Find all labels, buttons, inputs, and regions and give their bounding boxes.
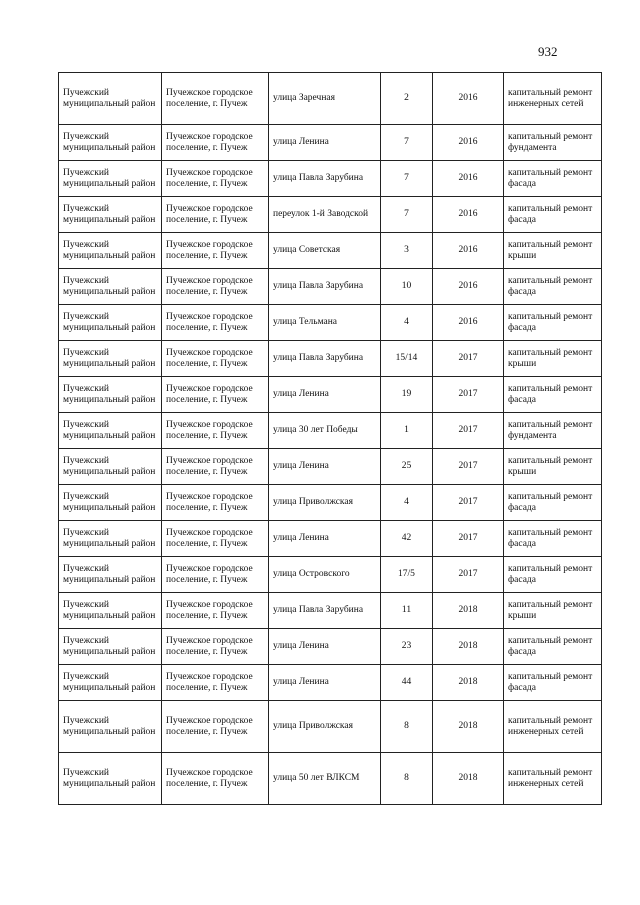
- street-cell: улица Ленина: [269, 377, 381, 413]
- house-number-cell: 7: [381, 197, 433, 233]
- street-cell: улица 30 лет Победы: [269, 413, 381, 449]
- table-row: [59, 341, 602, 377]
- work-type-cell: капитальный ремонт крыши: [504, 341, 602, 377]
- work-type-cell: капитальный ремонт инженерных сетей: [504, 753, 602, 805]
- year-cell: 2018: [433, 665, 504, 701]
- page-number: 932: [538, 44, 558, 59]
- house-number-cell: 3: [381, 233, 433, 269]
- street-cell: улица Заречная: [269, 73, 381, 125]
- work-type-cell: капитальный ремонт инженерных сетей: [504, 701, 602, 753]
- table-row: [59, 233, 602, 269]
- street-cell: улица Приволжская: [269, 485, 381, 521]
- district-cell: Пучежский муниципальный район: [59, 521, 162, 557]
- table-row: [59, 701, 602, 753]
- work-type-cell: капитальный ремонт крыши: [504, 233, 602, 269]
- settlement-cell: Пучежское городское поселение, г. Пучеж: [162, 413, 269, 449]
- street-cell: улица Павла Зарубина: [269, 341, 381, 377]
- work-type-cell: капитальный ремонт фундамента: [504, 413, 602, 449]
- house-number-cell: 42: [381, 521, 433, 557]
- year-cell: 2016: [433, 125, 504, 161]
- table-row: [59, 161, 602, 197]
- table-row: [59, 629, 602, 665]
- year-cell: 2016: [433, 233, 504, 269]
- street-cell: улица Павла Зарубина: [269, 161, 381, 197]
- year-cell: 2016: [433, 269, 504, 305]
- house-number-cell: 17/5: [381, 557, 433, 593]
- street-cell: улица Островского: [269, 557, 381, 593]
- house-number-cell: 44: [381, 665, 433, 701]
- year-cell: 2016: [433, 161, 504, 197]
- settlement-cell: Пучежское городское поселение, г. Пучеж: [162, 377, 269, 413]
- house-number-cell: 10: [381, 269, 433, 305]
- house-number-cell: 4: [381, 485, 433, 521]
- table-row: [59, 305, 602, 341]
- district-cell: Пучежский муниципальный район: [59, 269, 162, 305]
- district-cell: Пучежский муниципальный район: [59, 557, 162, 593]
- work-type-cell: капитальный ремонт фасада: [504, 197, 602, 233]
- settlement-cell: Пучежское городское поселение, г. Пучеж: [162, 197, 269, 233]
- table-row: [59, 125, 602, 161]
- table-row: [59, 557, 602, 593]
- street-cell: улица Павла Зарубина: [269, 269, 381, 305]
- district-cell: Пучежский муниципальный район: [59, 377, 162, 413]
- house-number-cell: 7: [381, 161, 433, 197]
- house-number-cell: 19: [381, 377, 433, 413]
- year-cell: 2017: [433, 377, 504, 413]
- street-cell: улица Ленина: [269, 449, 381, 485]
- house-number-cell: 25: [381, 449, 433, 485]
- street-cell: улица Тельмана: [269, 305, 381, 341]
- table-row: [59, 485, 602, 521]
- table-row: [59, 593, 602, 629]
- house-number-cell: 11: [381, 593, 433, 629]
- settlement-cell: Пучежское городское поселение, г. Пучеж: [162, 753, 269, 805]
- district-cell: Пучежский муниципальный район: [59, 665, 162, 701]
- work-type-cell: капитальный ремонт фасада: [504, 557, 602, 593]
- district-cell: Пучежский муниципальный район: [59, 753, 162, 805]
- settlement-cell: Пучежское городское поселение, г. Пучеж: [162, 341, 269, 377]
- house-number-cell: 4: [381, 305, 433, 341]
- table-body: [59, 73, 602, 805]
- work-type-cell: капитальный ремонт фасада: [504, 485, 602, 521]
- year-cell: 2017: [433, 449, 504, 485]
- table-row: [59, 521, 602, 557]
- settlement-cell: Пучежское городское поселение, г. Пучеж: [162, 521, 269, 557]
- table-row: [59, 449, 602, 485]
- street-cell: улица Ленина: [269, 125, 381, 161]
- table-row: [59, 73, 602, 125]
- year-cell: 2017: [433, 485, 504, 521]
- work-type-cell: капитальный ремонт фасада: [504, 161, 602, 197]
- work-type-cell: капитальный ремонт инженерных сетей: [504, 73, 602, 125]
- work-type-cell: капитальный ремонт фасада: [504, 665, 602, 701]
- settlement-cell: Пучежское городское поселение, г. Пучеж: [162, 233, 269, 269]
- settlement-cell: Пучежское городское поселение, г. Пучеж: [162, 485, 269, 521]
- settlement-cell: Пучежское городское поселение, г. Пучеж: [162, 73, 269, 125]
- district-cell: Пучежский муниципальный район: [59, 197, 162, 233]
- table-row: [59, 269, 602, 305]
- work-type-cell: капитальный ремонт фундамента: [504, 125, 602, 161]
- settlement-cell: Пучежское городское поселение, г. Пучеж: [162, 161, 269, 197]
- district-cell: Пучежский муниципальный район: [59, 449, 162, 485]
- year-cell: 2018: [433, 701, 504, 753]
- settlement-cell: Пучежское городское поселение, г. Пучеж: [162, 269, 269, 305]
- street-cell: переулок 1-й Заводской: [269, 197, 381, 233]
- year-cell: 2016: [433, 197, 504, 233]
- year-cell: 2016: [433, 305, 504, 341]
- district-cell: Пучежский муниципальный район: [59, 341, 162, 377]
- table-row: [59, 753, 602, 805]
- district-cell: Пучежский муниципальный район: [59, 593, 162, 629]
- year-cell: 2017: [433, 413, 504, 449]
- district-cell: Пучежский муниципальный район: [59, 413, 162, 449]
- settlement-cell: Пучежское городское поселение, г. Пучеж: [162, 305, 269, 341]
- year-cell: 2018: [433, 593, 504, 629]
- work-type-cell: капитальный ремонт фасада: [504, 269, 602, 305]
- settlement-cell: Пучежское городское поселение, г. Пучеж: [162, 557, 269, 593]
- street-cell: улица 50 лет ВЛКСМ: [269, 753, 381, 805]
- house-number-cell: 8: [381, 753, 433, 805]
- house-number-cell: 23: [381, 629, 433, 665]
- street-cell: улица Советская: [269, 233, 381, 269]
- district-cell: Пучежский муниципальный район: [59, 233, 162, 269]
- settlement-cell: Пучежское городское поселение, г. Пучеж: [162, 629, 269, 665]
- street-cell: улица Ленина: [269, 629, 381, 665]
- district-cell: Пучежский муниципальный район: [59, 629, 162, 665]
- house-number-cell: 1: [381, 413, 433, 449]
- settlement-cell: Пучежское городское поселение, г. Пучеж: [162, 593, 269, 629]
- settlement-cell: Пучежское городское поселение, г. Пучеж: [162, 665, 269, 701]
- district-cell: Пучежский муниципальный район: [59, 73, 162, 125]
- district-cell: Пучежский муниципальный район: [59, 125, 162, 161]
- street-cell: улица Павла Зарубина: [269, 593, 381, 629]
- house-number-cell: 2: [381, 73, 433, 125]
- work-type-cell: капитальный ремонт фасада: [504, 377, 602, 413]
- house-number-cell: 15/14: [381, 341, 433, 377]
- settlement-cell: Пучежское городское поселение, г. Пучеж: [162, 125, 269, 161]
- work-type-cell: капитальный ремонт фасада: [504, 305, 602, 341]
- settlement-cell: Пучежское городское поселение, г. Пучеж: [162, 701, 269, 753]
- street-cell: улица Приволжская: [269, 701, 381, 753]
- district-cell: Пучежский муниципальный район: [59, 305, 162, 341]
- work-type-cell: капитальный ремонт крыши: [504, 449, 602, 485]
- work-type-cell: капитальный ремонт фасада: [504, 521, 602, 557]
- table-row: [59, 197, 602, 233]
- work-type-cell: капитальный ремонт крыши: [504, 593, 602, 629]
- table-row: [59, 377, 602, 413]
- street-cell: улица Ленина: [269, 665, 381, 701]
- street-cell: улица Ленина: [269, 521, 381, 557]
- table-row: [59, 665, 602, 701]
- district-cell: Пучежский муниципальный район: [59, 701, 162, 753]
- year-cell: 2018: [433, 753, 504, 805]
- repair-schedule-table: [58, 72, 602, 805]
- work-type-cell: капитальный ремонт фасада: [504, 629, 602, 665]
- year-cell: 2018: [433, 629, 504, 665]
- house-number-cell: 7: [381, 125, 433, 161]
- settlement-cell: Пучежское городское поселение, г. Пучеж: [162, 449, 269, 485]
- house-number-cell: 8: [381, 701, 433, 753]
- year-cell: 2017: [433, 557, 504, 593]
- table-row: [59, 413, 602, 449]
- year-cell: 2017: [433, 521, 504, 557]
- district-cell: Пучежский муниципальный район: [59, 485, 162, 521]
- year-cell: 2016: [433, 73, 504, 125]
- district-cell: Пучежский муниципальный район: [59, 161, 162, 197]
- year-cell: 2017: [433, 341, 504, 377]
